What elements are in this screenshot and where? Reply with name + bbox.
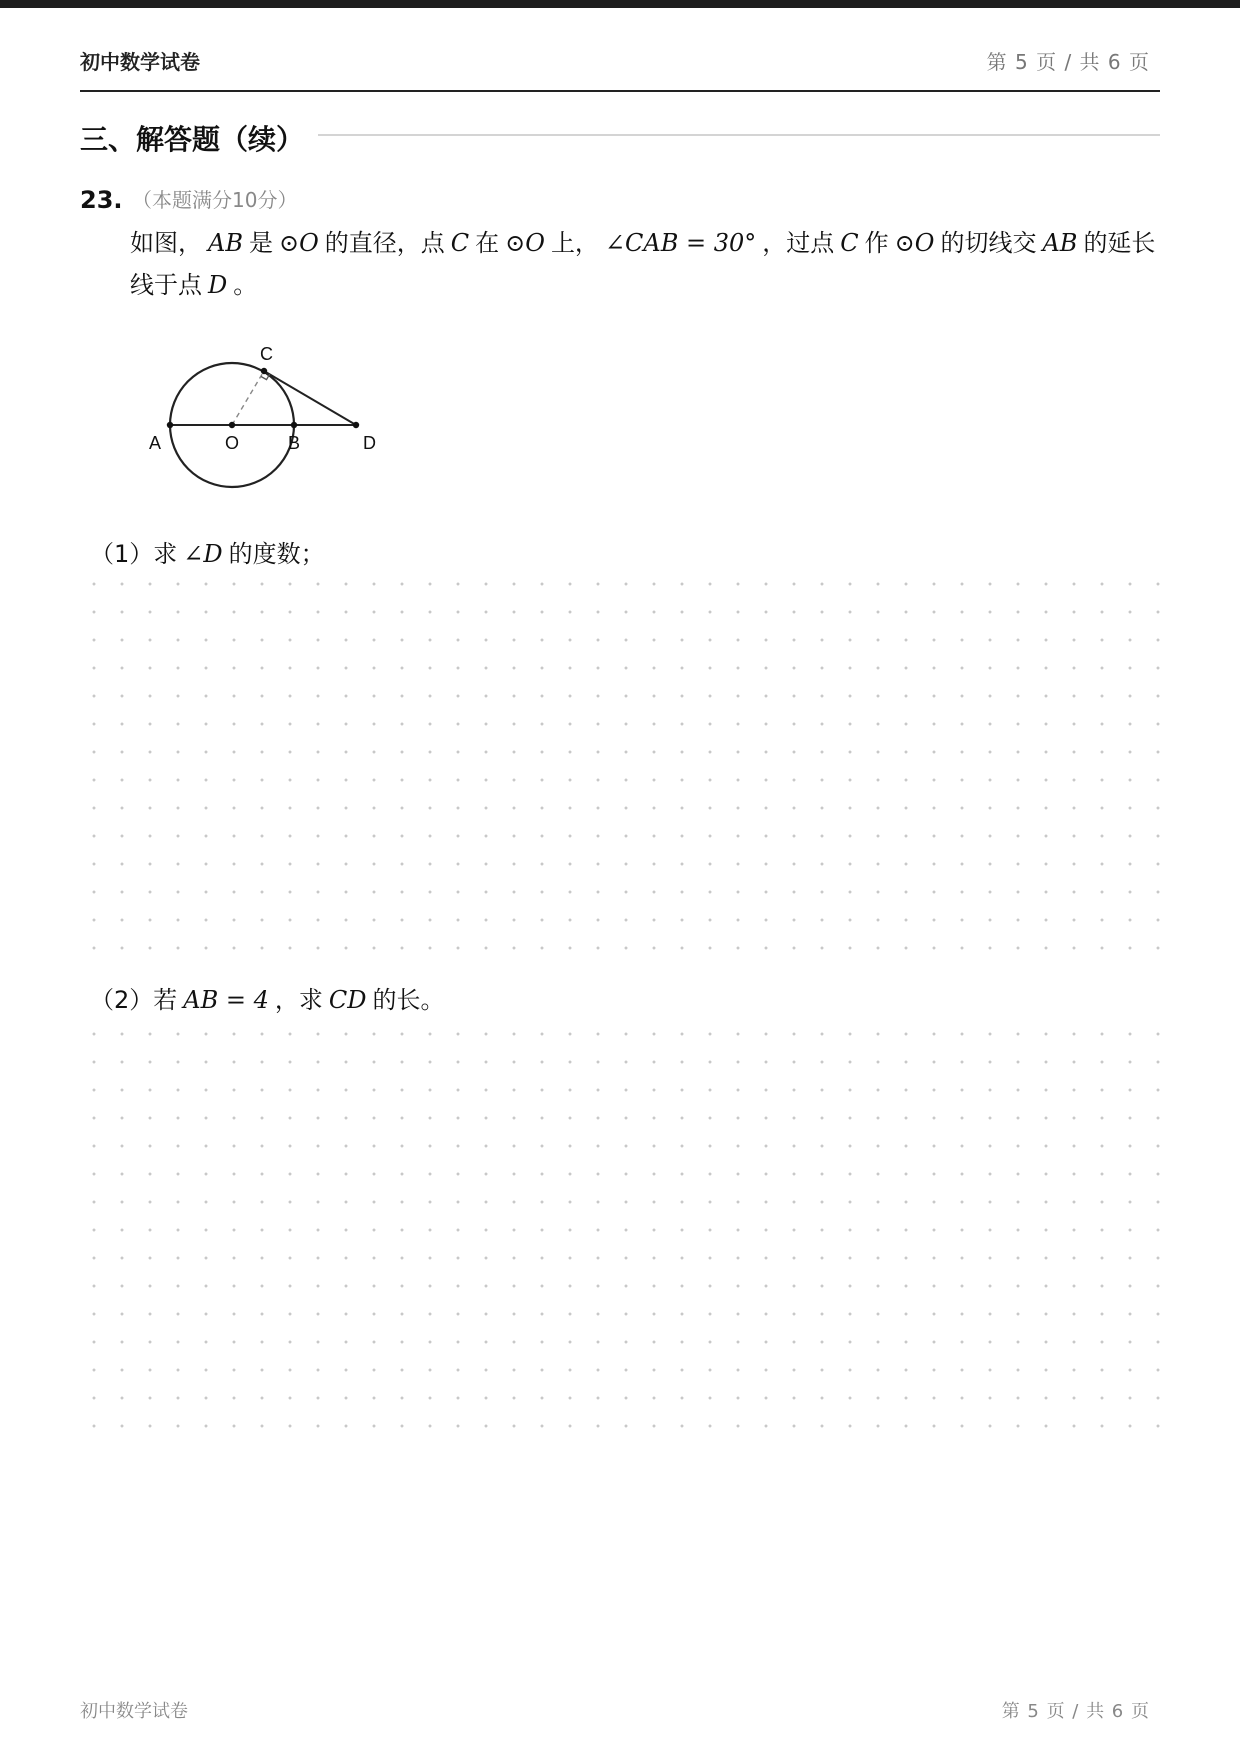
answer-area-1[interactable] (80, 570, 1160, 960)
sub-question-2 (90, 980, 445, 1015)
footer-page-info: 第 5 页 / 共 6 页 (1001, 1701, 1150, 1722)
sub-tail: 的长。 (372, 986, 445, 1014)
stem-text: ，过点 (762, 229, 835, 257)
answer-area-2[interactable] (80, 1020, 1160, 1430)
math-angle-d: ∠D (183, 540, 223, 568)
sub-label: （2）若 (90, 986, 178, 1014)
stem-text: 作 (864, 229, 889, 257)
stem-text: 在 (475, 229, 500, 257)
math-c: C (840, 229, 859, 257)
math-circle-o: ⊙O (894, 229, 935, 257)
sub-label: （1）求 (90, 540, 178, 568)
label-d: D (363, 433, 376, 453)
label-c: C (260, 344, 273, 364)
math-angle-cab: ∠CAB = 30° (604, 229, 757, 257)
radius-oc (232, 371, 264, 425)
point-d (353, 422, 359, 428)
top-border-bar (0, 0, 1240, 8)
stem-text: 是 (248, 229, 273, 257)
math-ab: AB (1042, 229, 1078, 257)
question-score-note: （本题满分10分） (132, 188, 298, 212)
sub-question-1 (90, 534, 325, 569)
math-circle-o: ⊙O (278, 229, 319, 257)
tangent-cd (264, 371, 356, 425)
label-a: A (149, 433, 162, 453)
header-page-info: 第 5 页 / 共 6 页 (986, 50, 1150, 74)
math-cd: CD (328, 986, 367, 1014)
point-c (261, 368, 267, 374)
sub-mid: ，求 (274, 986, 323, 1014)
stem-text: 上， (550, 229, 599, 257)
math-circle-o: ⊙O (505, 229, 545, 257)
point-o (229, 422, 235, 428)
header-divider (80, 90, 1160, 92)
math-ab-equals-4: AB = 4 (183, 986, 269, 1014)
question-number: 23. (80, 186, 123, 214)
section-divider (318, 134, 1160, 136)
geometry-figure (140, 335, 400, 495)
point-b (291, 422, 297, 428)
section-title: 三、解答题（续） (80, 123, 305, 156)
stem-text: 的切线交 (940, 229, 1037, 257)
math-d: D (208, 271, 228, 299)
sub-tail: 的度数； (228, 540, 325, 568)
stem-text: 。 (233, 271, 258, 299)
header-title: 初中数学试卷 (80, 50, 200, 74)
label-o: O (225, 433, 240, 453)
label-b: B (288, 433, 301, 453)
question-stem (130, 222, 1160, 306)
point-a (167, 422, 173, 428)
stem-text: 如图， (130, 229, 202, 257)
stem-text: 的延长线于点 (130, 229, 1156, 299)
footer-title: 初中数学试卷 (80, 1701, 188, 1722)
math-c: C (450, 229, 470, 257)
stem-text: 的直径，点 (324, 229, 445, 257)
math-ab: AB (208, 229, 243, 257)
